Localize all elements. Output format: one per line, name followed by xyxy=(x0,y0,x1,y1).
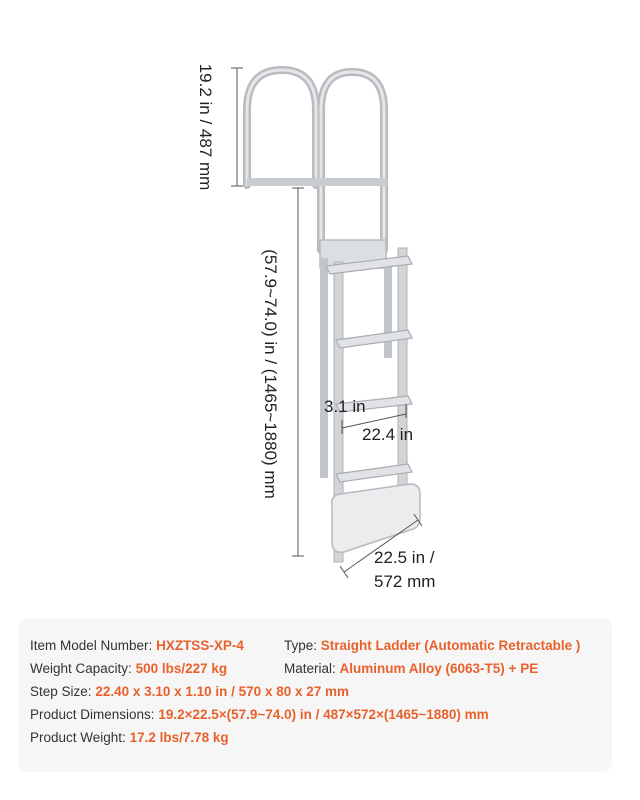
spec-type-label: Type: xyxy=(284,638,318,653)
spec-capacity xyxy=(30,661,227,676)
spec-material-value: Aluminum Alloy (6063-T5) + PE xyxy=(339,661,539,676)
spec-model-value: HXZTSS-XP-4 xyxy=(156,638,244,653)
spec-material-label: Material: xyxy=(284,661,336,676)
handrail-left xyxy=(247,70,316,185)
spec-step-size-value: 22.40 x 3.10 x 1.10 in / 570 x 80 x 27 mm xyxy=(95,684,349,699)
spec-step-size xyxy=(30,684,349,699)
spec-capacity-label: Weight Capacity: xyxy=(30,661,132,676)
step-width-label: 22.4 in xyxy=(362,425,414,444)
spec-type xyxy=(284,638,580,653)
bottom-pad xyxy=(332,484,420,552)
spec-weight-label: Product Weight: xyxy=(30,730,126,745)
spec-material xyxy=(284,661,538,676)
handrail-right xyxy=(321,72,384,250)
specs-card xyxy=(18,618,612,772)
step-depth-label: 3.1 in xyxy=(324,397,366,416)
handrail-height-label: 19.2 in / 487 mm xyxy=(196,63,215,191)
spec-weight xyxy=(30,730,229,745)
spec-type-value: Straight Ladder (Automatic Retractable ) xyxy=(320,638,581,653)
spec-model-label: Item Model Number: xyxy=(30,638,153,653)
spec-dimensions xyxy=(30,707,489,722)
spec-dimensions-label: Product Dimensions: xyxy=(30,707,155,722)
spec-model xyxy=(30,638,244,653)
spec-step-size-label: Step Size: xyxy=(30,684,92,699)
width-label-line2: 572 mm xyxy=(374,572,436,591)
spec-weight-value: 17.2 lbs/7.78 kg xyxy=(129,730,229,745)
width-label-line1: 22.5 in / xyxy=(374,548,435,567)
spec-dimensions-value: 19.2×22.5×(57.9~74.0) in / 487×572×(1465~1880) mm xyxy=(158,707,489,722)
spec-capacity-value: 500 lbs/227 kg xyxy=(135,661,228,676)
ladder-length-label: (57.9~74.0) in / (1465~1880) mm xyxy=(261,249,280,499)
